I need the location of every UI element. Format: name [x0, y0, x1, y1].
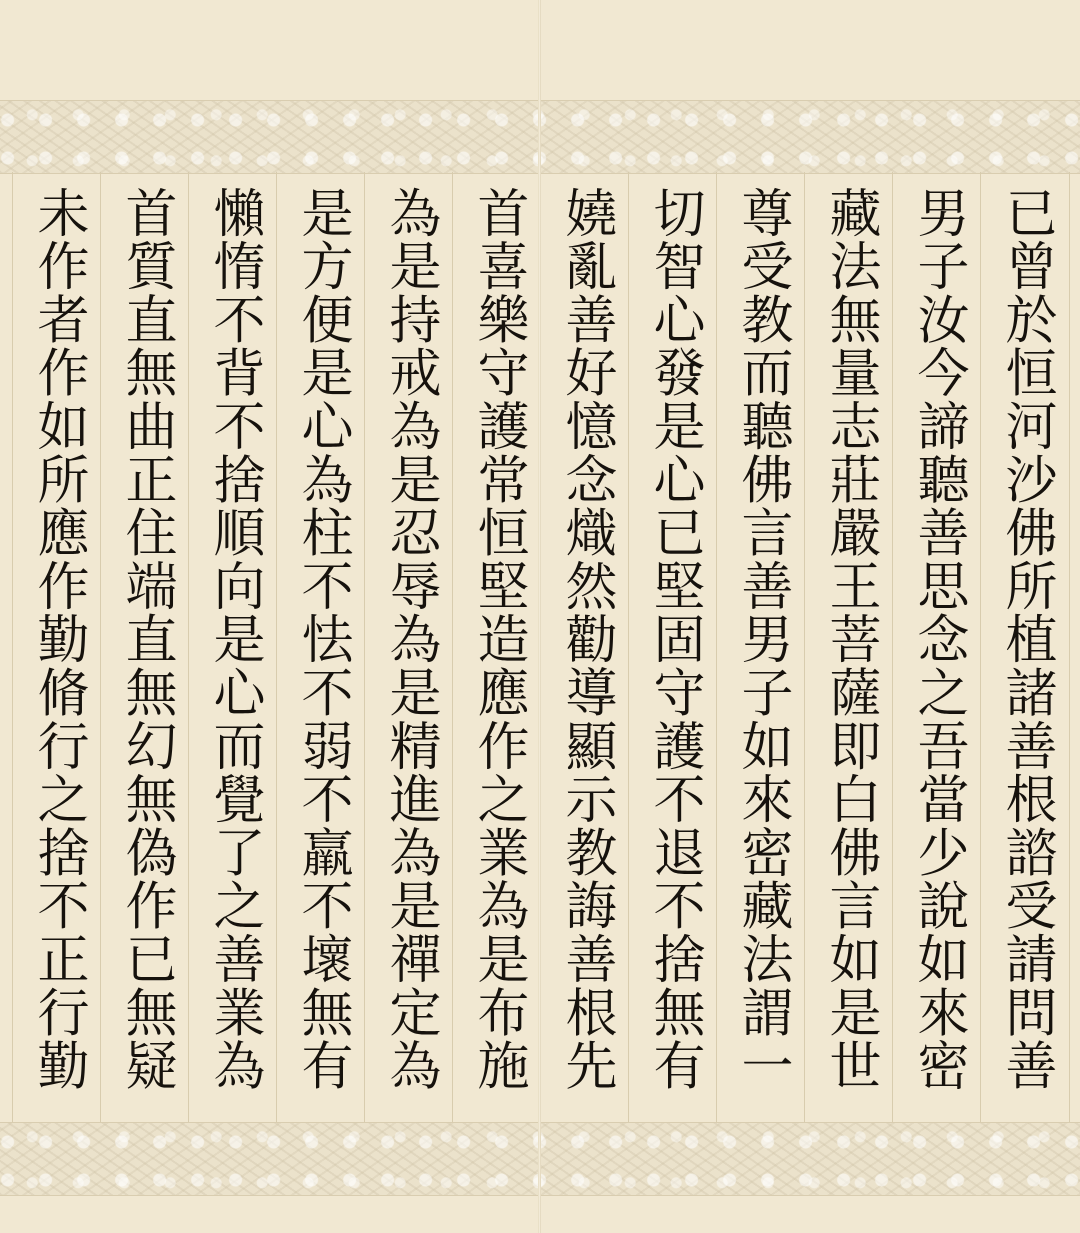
column-text: 是方便是心為柱不怯不弱不羸不壞無有: [292, 186, 352, 1093]
column-text: 首質直無曲正住端直無幻無偽作已無疑: [116, 186, 176, 1093]
column-text: 已曾於恒河沙佛所植諸善根諮受請問善: [996, 186, 1056, 1093]
column-text: 藏法無量志莊嚴王菩薩即白佛言如是世: [820, 186, 880, 1093]
text-column: [364, 172, 453, 1122]
column-text: 未作者作如所應作勤脩行之捨不正行勤: [28, 186, 88, 1093]
column-text: 嬈亂善好憶念熾然勸導顯示教誨善根先: [556, 186, 616, 1093]
column-text: 為是持戒為是忍辱為是精進為是禪定為: [380, 186, 440, 1093]
text-column: [276, 172, 365, 1122]
text-column: [540, 172, 629, 1122]
text-column: [628, 172, 717, 1122]
column-text: 懶惰不背不捨順向是心而覺了之善業為: [204, 186, 264, 1093]
page-fold: [538, 0, 541, 1233]
text-column: [100, 172, 189, 1122]
text-column: [892, 172, 981, 1122]
text-column: [980, 172, 1069, 1122]
column-text: 首喜樂守護常恒堅造應作之業為是布施: [468, 186, 528, 1093]
text-column: [188, 172, 277, 1122]
column-text: 男子汝今諦聽善思念之吾當少說如來密: [908, 186, 968, 1093]
column-text: 切智心發是心已堅固守護不退不捨無有: [644, 186, 704, 1093]
text-column: [804, 172, 893, 1122]
column-rule-right: [1069, 172, 1070, 1122]
text-column: [716, 172, 805, 1122]
text-column: [452, 172, 541, 1122]
column-text: 尊受教而聽佛言善男子如來密藏法謂一: [732, 186, 792, 1093]
text-column: [12, 172, 101, 1122]
